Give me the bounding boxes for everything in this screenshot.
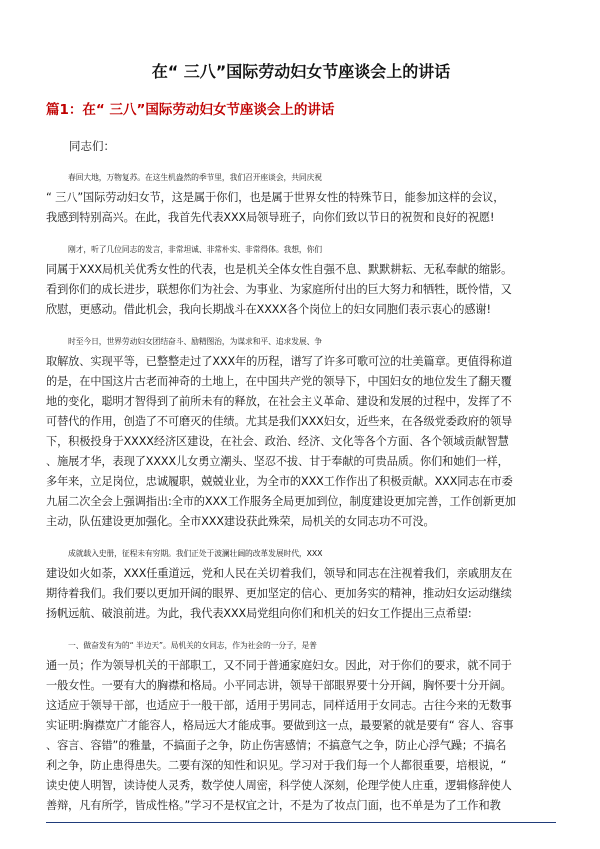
paragraph-line: 成就载入史册，征程未有穷期。我们正处于波澜壮阔的改革发展时代，XXX (68, 549, 323, 558)
paragraph-line: 一、做奋发有为的“ 半边天”。局机关的女同志，作为社会的一分子，是普 (68, 641, 317, 650)
paragraph-line: 一般女性。一要有大的胸襟和格局。小平同志讲，领导干部眼界要十分开阔，胸怀要十分开阔。 (46, 679, 512, 692)
paragraph-line: 读史使人明智，读诗使人灵秀，数学使人周密，科学使人深刻，伦理学使人庄重，逻辑修辞使人 (46, 779, 512, 792)
paragraph-line: 可替代的作用，创造了不可磨灭的佳绩。尤其是我们XXX妇女，近些来，在各级党委政府的领导 (46, 415, 513, 428)
body-paragraph (46, 636, 556, 816)
footer-rule (46, 822, 556, 823)
paragraph-line: 多年来，立足岗位，忠诚履职，兢兢业业，为全市的XXX工作作出了积极贡献。XXX同志在市委 (46, 475, 513, 488)
paragraph-line: 主动，队伍建设更加强化。全市XXX建设获此殊荣，局机关的女同志功不可没。 (46, 515, 435, 528)
body-paragraph (46, 240, 556, 320)
section-heading: 篇1：在“ 三八”国际劳动妇女节座谈会上的讲话 (46, 102, 335, 118)
paragraph-line: 同属于XXX局机关优秀女性的代表，也是机关全体女性自强不息、默默耕耘、无私奉献的缩影。 (46, 263, 513, 276)
salutation: 同志们： (69, 139, 115, 153)
paragraph-line: 建设如火如荼，XXX任重道远，党和人民在关切着我们，领导和同志在注视着我们，亲戚朋友在 (46, 567, 513, 580)
paragraph-line: 的是，在中国这片古老而神奇的土地上，在中国共产党的领导下，中国妇女的地位发生了翻天覆 (46, 375, 512, 388)
paragraph-line: 、施展才华，表现了XXXX儿女勇立潮头、坚忍不拔、甘于奉献的可贵品质。你们和她们一样， (46, 455, 509, 468)
paragraph-line: 通一员；作为领导机关的干部职工，又不同于普通家庭妇女。因此，对于你们的要求，就不同于 (46, 659, 512, 672)
paragraph-line: 、容言、容错”的雅量，不搞面子之争，防止伤害感情；不搞意气之争，防止心浮气躁；不搞名 (46, 739, 507, 752)
paragraph-line: 地的变化，聪明才智得到了前所未有的释放，在社会主义革命、建设和发展的过程中，发挥了不 (46, 395, 512, 408)
paragraph-line: 下，积极投身于XXXX经济区建设，在社会、政治、经济、文化等各个方面、各个领域贡献智慧 (46, 435, 509, 448)
paragraph-line: 看到你们的成长进步，联想你们为社会、为事业、为家庭所付出的巨大努力和牺牲，既怜惜，又 (46, 283, 512, 296)
paragraph-line: “ 三八”国际劳动妇女节，这是属于你们，也是属于世界女性的特殊节日，能参加这样的会议， (46, 191, 505, 204)
paragraph-line: 春回大地，万物复苏。在这生机盎然的季节里，我们召开座谈会，共同庆祝 (68, 173, 322, 182)
paragraph-line: 利之争，防止患得患失。二要有深的知性和识见。学习对于我们每一个人都很重要，培根说，“ (46, 759, 507, 772)
paragraph-line: 时至今日，世界劳动妇女团结奋斗、励精图治，为谋求和平、追求发展、争 (68, 337, 322, 346)
paragraph-line: 九届二次全会上强调指出:全市的XXX工作服务全局更加到位，制度建设更加完善，工作创新更加 (46, 495, 516, 508)
body-paragraph (46, 168, 556, 228)
paragraph-line: 实证明:胸襟宽广才能容人，格局远大才能成事。要做到这一点，最要紧的就是要有“ 容人、容事 (46, 719, 514, 732)
paragraph-line: 刚才，听了几位同志的发言，非常坦诚、非常朴实、非常得体。我想，你们 (68, 245, 322, 254)
paragraph-line: 欣慰，更感动。借此机会，我向长期战斗在XXXX各个岗位上的妇女同胞们表示衷心的感谢! (46, 303, 491, 316)
paragraph-line: 我感到特别高兴。在此，我首先代表XXX局领导班子，向你们致以节日的祝贺和良好的祝愿! (46, 211, 495, 224)
document-title: 在“ 三八”国际劳动妇女节座谈会上的讲话 (151, 62, 451, 81)
paragraph-line: 扬帆远航、破浪前进。为此，我代表XXX局党组向你们和机关的妇女工作提出三点希望: (46, 607, 472, 620)
body-paragraph (46, 544, 556, 624)
body-paragraph (46, 332, 556, 532)
paragraph-line: 期待着我们。我们要以更加开阔的眼界、更加坚定的信心、更加务实的精神，推动妇女运动继续 (46, 587, 512, 600)
paragraph-line: 这适应于领导干部，也适应于一般干部，适用于男同志，同样适用于女同志。古往今来的无数事 (46, 699, 512, 712)
body-paragraphs (46, 168, 556, 816)
paragraph-line: 善辩，凡有所学，皆成性格。”学习不是权宜之计，不是为了妆点门面，也不单是为了工作和教 (46, 799, 501, 812)
paragraph-line: 取解放、实现平等，已整整走过了XXX年的历程，谱写了许多可歌可泣的壮美篇章。更值得称道 (46, 355, 513, 368)
